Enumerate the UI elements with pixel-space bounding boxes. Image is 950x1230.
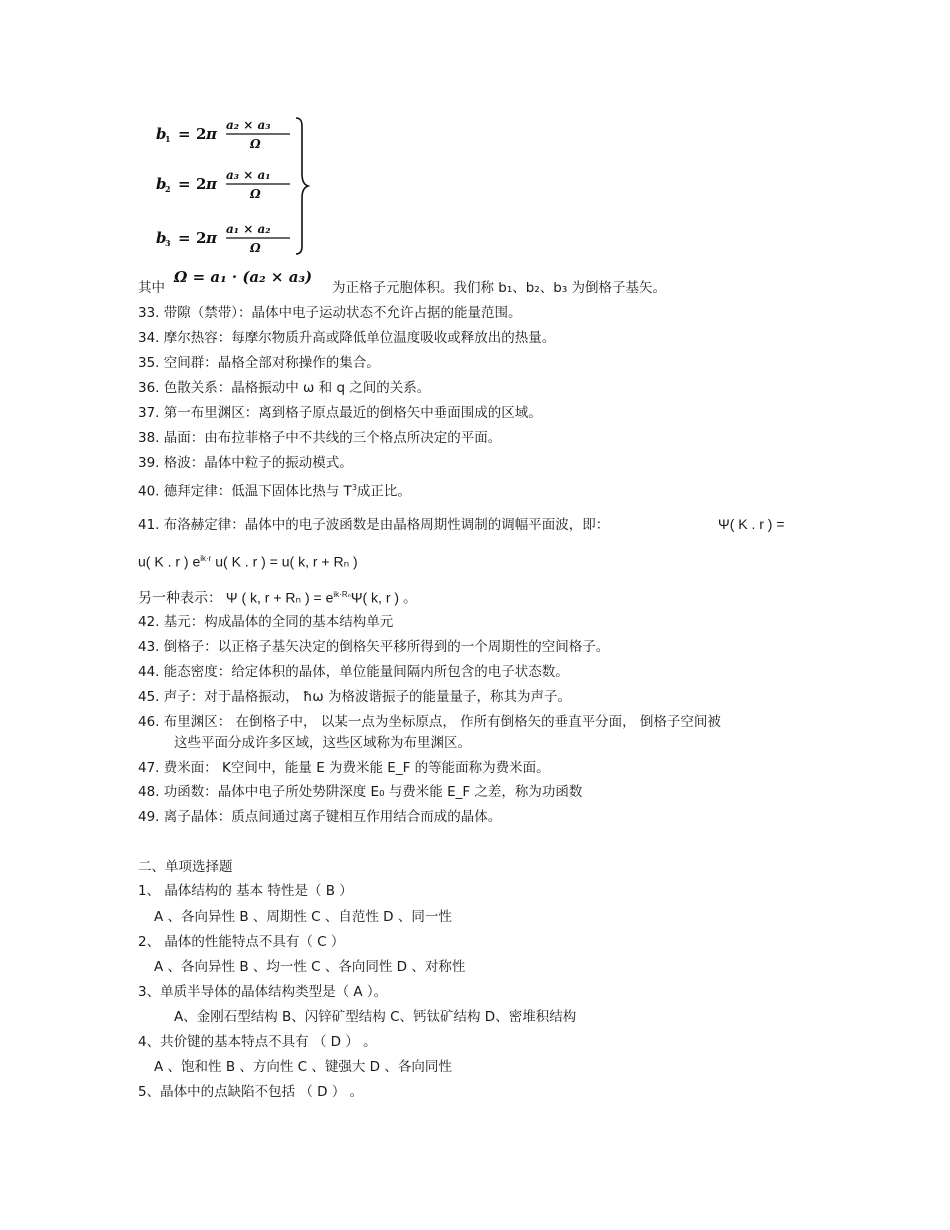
item-37-text: 37. 第一布里渊区：离到格子原点最近的倒格矢中垂面围成的区域。 <box>138 405 542 421</box>
formula-image <box>150 112 320 260</box>
svg-text:Ω: Ω <box>250 241 261 255</box>
item-33 <box>138 304 522 322</box>
question-4-options-text: A 、饱和性 B 、方向性 C 、键强大 D 、各向同性 <box>154 1059 452 1075</box>
item-48-text: 48. 功函数：晶体中电子所处势阱深度 E₀ 与费米能 E_F 之差，称为功函数 <box>138 784 583 800</box>
item-46-cont-text: 这些平面分成许多区域，这些区域称为布里渊区。 <box>174 735 471 751</box>
item-38-text: 38. 晶面：由布拉菲格子中不共线的三个格点所决定的平面。 <box>138 430 502 446</box>
bloch-alt-equation <box>138 586 417 607</box>
item-42 <box>138 613 393 631</box>
item-46 <box>138 713 721 731</box>
svg-text:2: 2 <box>196 229 207 247</box>
qizhong-text: 其中 <box>138 280 165 296</box>
item-47-text: 47. 费米面： K空间中，能量 E 为费米能 E_F 的等能面称为费米面。 <box>138 760 550 776</box>
svg-text:3: 3 <box>165 238 171 248</box>
question-4-text: 4、共价键的基本特点不具有 （ D ） 。 <box>138 1034 377 1050</box>
item-49-text: 49. 离子晶体：质点间通过离子键相互作用结合而成的晶体。 <box>138 809 502 825</box>
svg-text:=: = <box>178 125 191 143</box>
svg-text:π: π <box>206 125 217 143</box>
question-4 <box>138 1033 377 1051</box>
question-2-options-text: A 、各向异性 B 、均一性 C 、各向同性 D 、对称性 <box>154 959 466 975</box>
section-2-heading <box>138 858 233 876</box>
question-2 <box>138 933 344 951</box>
item-39-text: 39. 格波：晶体中粒子的振动模式。 <box>138 455 353 471</box>
bloch-alt-part1: 另一种表示： Ψ ( k, r + Rₙ ) = e <box>138 589 334 606</box>
item-45 <box>138 688 571 706</box>
bloch-psi-text: Ψ( K . r ) = <box>718 516 785 532</box>
svg-text:2: 2 <box>196 125 207 143</box>
item-40-exponent: 3 <box>351 483 357 492</box>
svg-text:1: 1 <box>165 134 171 144</box>
line-qizhong-tail <box>332 279 666 297</box>
bloch-eq-part1: u( K . r ) e <box>138 553 201 570</box>
omega-formula-image <box>172 266 334 288</box>
reciprocal-basis-formula <box>150 112 320 260</box>
svg-text:b: b <box>156 229 167 247</box>
bloch-alt-part2: Ψ( k, r ) 。 <box>350 589 417 606</box>
svg-text:Ω = a₁ · (a₂ × a₃): Ω = a₁ · (a₂ × a₃) <box>174 268 313 286</box>
item-35 <box>138 354 380 372</box>
item-38 <box>138 429 501 447</box>
question-5 <box>138 1083 363 1101</box>
item-42-text: 42. 基元：构成晶体的全同的基本结构单元 <box>138 614 394 630</box>
omega-formula <box>172 266 334 292</box>
svg-text:Ω: Ω <box>250 137 261 151</box>
item-40-tail: 成正比。 <box>356 483 411 500</box>
question-3 <box>138 983 387 1001</box>
svg-text:2: 2 <box>165 184 171 194</box>
item-43 <box>138 638 609 656</box>
item-34-text: 34. 摩尔热容：每摩尔物质升高或降低单位温度吸收或释放出的热量。 <box>138 330 556 346</box>
question-1-options-text: A 、各向异性 B 、周期性 C 、自范性 D 、同一性 <box>154 909 452 925</box>
item-33-text: 33. 带隙（禁带）：晶体中电子运动状态不允许占据的能量范围。 <box>138 305 522 321</box>
svg-text:a₁ × a₂: a₁ × a₂ <box>226 222 271 236</box>
question-3-options <box>174 1008 576 1026</box>
item-48 <box>138 783 582 801</box>
item-47 <box>138 759 550 777</box>
question-3-options-text: A、金刚石型结构 B、闪锌矿型结构 C、钙钛矿结构 D、密堆积结构 <box>174 1009 577 1025</box>
item-35-text: 35. 空间群：晶格全部对称操作的集合。 <box>138 355 380 371</box>
item-45-text: 45. 声子：对于晶格振动， ħω 为格波谐振子的能量量子，称其为声子。 <box>138 689 572 705</box>
svg-text:=: = <box>178 229 191 247</box>
item-46-text: 46. 布里渊区： 在倒格子中， 以某一点为坐标原点， 作所有倒格矢的垂直平分面， 倒格子空间被 <box>138 714 721 730</box>
item-39 <box>138 454 353 472</box>
section-2-title: 二、单项选择题 <box>138 859 233 875</box>
item-34 <box>138 329 555 347</box>
svg-text:2: 2 <box>196 175 207 193</box>
item-44 <box>138 663 569 681</box>
question-1 <box>138 882 353 900</box>
item-40-text: 40. 德拜定律：低温下固体比热与 T <box>138 483 352 500</box>
svg-text:=: = <box>178 175 191 193</box>
line-qizhong <box>138 279 165 297</box>
bloch-psi <box>718 515 785 533</box>
svg-text:Ω: Ω <box>250 187 261 201</box>
svg-text:b: b <box>156 125 167 143</box>
item-44-text: 44. 能态密度：给定体积的晶体，单位能量间隔内所包含的电子状态数。 <box>138 664 569 680</box>
svg-text:a₂ × a₃: a₂ × a₃ <box>226 118 271 132</box>
question-1-options <box>154 908 452 926</box>
question-1-text: 1、 晶体结构的 基本 特性是（ B ） <box>138 883 353 899</box>
item-36 <box>138 379 430 397</box>
reciprocal-basis-text: 为正格子元胞体积。我们称 b₁、b₂、b₃ 为倒格子基矢。 <box>332 280 667 296</box>
item-41-text: 41. 布洛赫定律：晶体中的电子波函数是由晶格周期性调制的调幅平面波，即： <box>138 517 610 533</box>
item-40 <box>138 479 411 501</box>
svg-text:b: b <box>156 175 167 193</box>
question-3-text: 3、单质半导体的晶体结构类型是（ A ）。 <box>138 984 388 1000</box>
bloch-eq-part2: u( K . r ) = u( k, r + Rₙ ) <box>211 553 358 570</box>
bloch-equation <box>138 550 358 571</box>
svg-text:π: π <box>206 175 217 193</box>
bloch-alt-exponent: ik·Rₙ <box>333 590 351 599</box>
item-41 <box>138 516 609 534</box>
item-43-text: 43. 倒格子：以正格子基矢决定的倒格矢平移所得到的一个周期性的空间格子。 <box>138 639 610 655</box>
bloch-eq-exponent: ik·r <box>200 554 212 563</box>
question-4-options <box>154 1058 452 1076</box>
question-2-text: 2、 晶体的性能特点不具有（ C ） <box>138 934 345 950</box>
item-46-cont <box>174 734 471 752</box>
svg-text:a₃ × a₁: a₃ × a₁ <box>226 168 271 182</box>
question-5-text: 5、晶体中的点缺陷不包括 （ D ） 。 <box>138 1084 364 1100</box>
question-2-options <box>154 958 465 976</box>
item-37 <box>138 404 542 422</box>
item-49 <box>138 808 501 826</box>
svg-text:π: π <box>206 229 217 247</box>
item-36-text: 36. 色散关系：晶格振动中 ω 和 q 之间的关系。 <box>138 380 431 396</box>
